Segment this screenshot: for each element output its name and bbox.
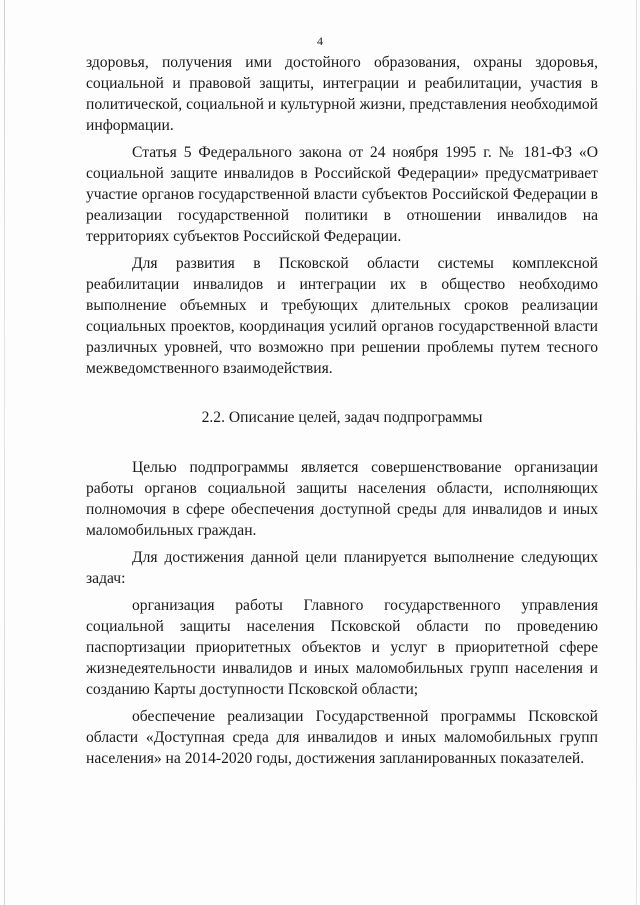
scan-edge-left bbox=[4, 0, 5, 905]
scan-edge-right bbox=[636, 0, 637, 905]
paragraph-rehabilitation-system: Для развития в Псковской области системы комплексной реабилитации инвалидов и интеграции их в общество необходимо выполнение объемных и требующих длительных сроков реализации социальных проектов, координация усилий органов государственной власти различных уровней, что возможно при решении проблемы путем тесного межведомственного взаимодействия. bbox=[86, 255, 598, 377]
section-heading: 2.2. Описание целей, задач подпрограммы bbox=[201, 409, 483, 426]
paragraph-task-passportization: организация работы Главного государственного управления социальной защиты населения Псковской области по проведению паспортизации приоритетных объектов и услуг в приоритетной сфере жизнедеятельности инвалидов и иных маломобильных групп населения и созданию Карты доступности Псковской области; bbox=[86, 597, 598, 698]
page-number: 4 bbox=[317, 34, 323, 48]
paragraph-goal: Целью подпрограммы является совершенствование организации работы органов социальной защиты населения области, исполняющих полномочия в сфере обеспечения доступной среды для инвалидов и иных маломобильных граждан. bbox=[86, 459, 598, 539]
paragraph-task-state-program: обеспечение реализации Государственной программы Псковской области «Доступная среда для инвалидов и иных маломобильных групп населения» на 2014-2020 годы, достижения запланированных показателей. bbox=[86, 708, 598, 767]
paragraph-tasks-intro: Для достижения данной цели планируется выполнение следующих задач: bbox=[86, 549, 598, 587]
paragraph-continuation: здоровья, получения ими достойного образования, охраны здоровья, социальной и правовой защиты, интеграции и реабилитации, участия в политической, социальной и культурной жизни, представления необходимой информации. bbox=[86, 54, 598, 134]
document-body bbox=[86, 52, 598, 769]
paragraph-federal-law: Статья 5 Федерального закона от 24 ноября 1995 г. № 181-ФЗ «О социальной защите инвалидов в Российской Федерации» предусматривает участие органов государственной власти субъектов Российской Федерации в реализации государственной политики в отношении инвалидов на территориях субъектов Российской Федерации. bbox=[86, 144, 598, 245]
